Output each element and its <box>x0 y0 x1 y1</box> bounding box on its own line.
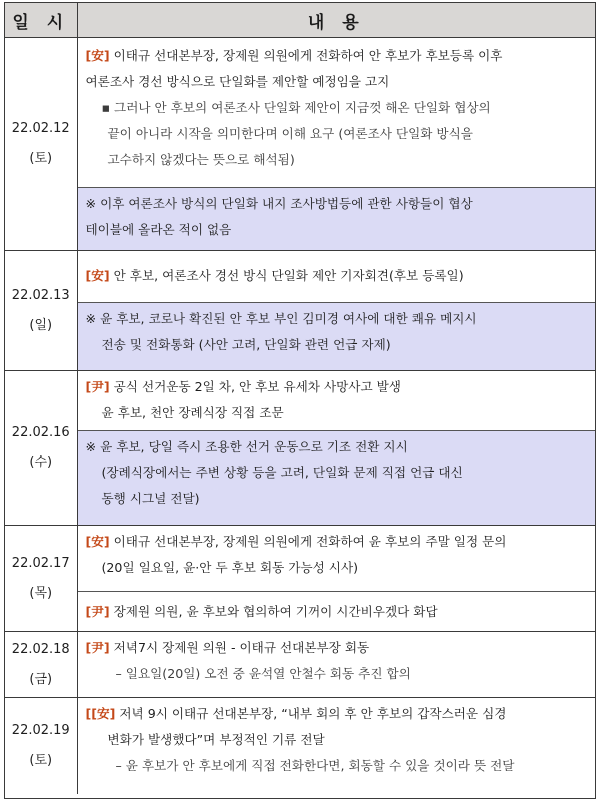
sub-line: 끝이 아니라 시작을 의미한다며 이해 요구 (여론조사 단일화 방식을 <box>107 126 473 141</box>
date-column-header: 일 시 <box>5 3 77 38</box>
date-cell <box>5 632 77 698</box>
date-text: 22.02.12 <box>11 121 70 136</box>
sub-line: – 일요일(20일) 오전 중 윤석열 안철수 회동 추진 합의 <box>115 666 411 681</box>
content-line: (20일 일요일, 윤·안 두 후보 회동 가능성 시사) <box>101 560 359 575</box>
content-line: 변화가 발생했다”며 부정적인 기류 전달 <box>107 732 325 747</box>
content-line: 이태규 선대본부장, 장제원 의원에게 전화하여 윤 후보의 주말 일정 문의 <box>113 534 507 549</box>
weekday-text: (금) <box>29 671 53 687</box>
party-tag: [安] <box>85 268 110 283</box>
content-line: (장례식장에서는 주변 상황 등을 고려, 단일화 문제 직접 언급 대신 <box>101 465 463 480</box>
weekday-text: (일) <box>29 317 53 333</box>
content-line: 윤 후보, 천안 장례식장 직접 조문 <box>101 405 284 420</box>
content-line: 윤 후보, 코로나 확진된 안 후보 부인 김미경 여사에 대한 쾌유 메지시 <box>100 311 477 326</box>
note-cell <box>77 188 595 251</box>
timeline-document <box>4 2 596 799</box>
sub-line: ▪ 그러나 안 후보의 여론조사 단일화 제안이 지금껏 해온 단일화 협상의 <box>101 100 491 115</box>
content-cell <box>77 251 595 303</box>
content-line: 이후 여론조사 방식의 단일화 내지 조사방법등에 관한 사항들이 협상 <box>100 196 473 211</box>
date-text: 22.02.17 <box>11 555 70 571</box>
timeline-table <box>5 3 595 794</box>
content-line: 이태규 선대본부장, 장제원 의원에게 전화하여 안 후보가 후보등록 이후 <box>113 48 503 63</box>
content-line: 안 후보, 여론조사 경선 방식 단일화 제안 기자회견(후보 등록일) <box>113 268 464 283</box>
content-line: 저녁7시 장제원 의원 - 이태규 선대본부장 회동 <box>113 640 370 655</box>
content-cell <box>77 592 595 632</box>
table-row <box>5 526 595 592</box>
note-cell <box>77 431 595 526</box>
date-text: 22.02.13 <box>11 287 70 303</box>
date-text: 22.02.16 <box>11 425 70 440</box>
weekday-text: (목) <box>29 585 53 601</box>
party-tag: [安] <box>85 48 110 63</box>
party-tag: [尹] <box>85 604 110 619</box>
content-column-header: 내 용 <box>77 3 595 38</box>
table-row <box>5 303 595 371</box>
date-text: 22.02.19 <box>11 722 70 738</box>
content-cell <box>77 38 595 188</box>
table-row <box>5 188 595 251</box>
content-line: 전송 및 전화통화 (사안 고려, 단일화 관련 언급 자제) <box>101 337 391 352</box>
table-header-row <box>5 3 595 38</box>
party-tag: [尹] <box>85 640 110 655</box>
party-tag: [安] <box>85 534 110 549</box>
date-cell <box>5 698 77 794</box>
content-line: 공식 선거운동 2일 차, 안 후보 유세차 사망사고 발생 <box>113 379 401 394</box>
content-cell <box>77 371 595 431</box>
table-row <box>5 632 595 698</box>
table-row <box>5 251 595 303</box>
note-mark: ※ <box>85 311 97 326</box>
content-cell <box>77 526 595 592</box>
note-cell <box>77 303 595 371</box>
content-line: 장제원 의원, 윤 후보와 협의하여 기꺼이 시간비우겠다 화답 <box>113 604 438 619</box>
table-row <box>5 38 595 188</box>
date-cell <box>5 371 77 526</box>
party-tag: [[安] <box>85 706 116 721</box>
content-line: 동행 시그널 전달) <box>101 491 200 506</box>
note-mark: ※ <box>85 439 97 454</box>
table-row <box>5 698 595 794</box>
table-row <box>5 371 595 431</box>
content-line: 저녁 9시 이태규 선대본부장, “내부 회의 후 안 후보의 갑작스러운 심경 <box>119 706 507 721</box>
date-text: 22.02.18 <box>11 641 70 657</box>
content-line: 여론조사 경선 방식으로 단일화를 제안할 예정임을 고지 <box>85 74 390 89</box>
content-line: 윤 후보, 당일 즉시 조용한 선거 운동으로 기조 전환 지시 <box>100 439 408 454</box>
table-row <box>5 431 595 526</box>
weekday-text: (수) <box>29 455 53 470</box>
sub-line: 고수하지 않겠다는 뜻으로 해석됨) <box>107 152 295 167</box>
note-mark: ※ <box>85 196 97 211</box>
weekday-text: (토) <box>29 752 53 768</box>
table-row <box>5 592 595 632</box>
weekday-text: (토) <box>29 151 53 166</box>
content-cell <box>77 632 595 698</box>
party-tag: [尹] <box>85 379 110 394</box>
sub-line: – 윤 후보가 안 후보에게 직접 전화한다면, 회동할 수 있을 것이라 뜻 전달 <box>115 758 515 773</box>
content-cell <box>77 698 595 794</box>
content-line: 테이블에 올라온 적이 없음 <box>85 222 232 237</box>
date-cell <box>5 38 77 251</box>
date-cell <box>5 526 77 632</box>
date-cell <box>5 251 77 371</box>
